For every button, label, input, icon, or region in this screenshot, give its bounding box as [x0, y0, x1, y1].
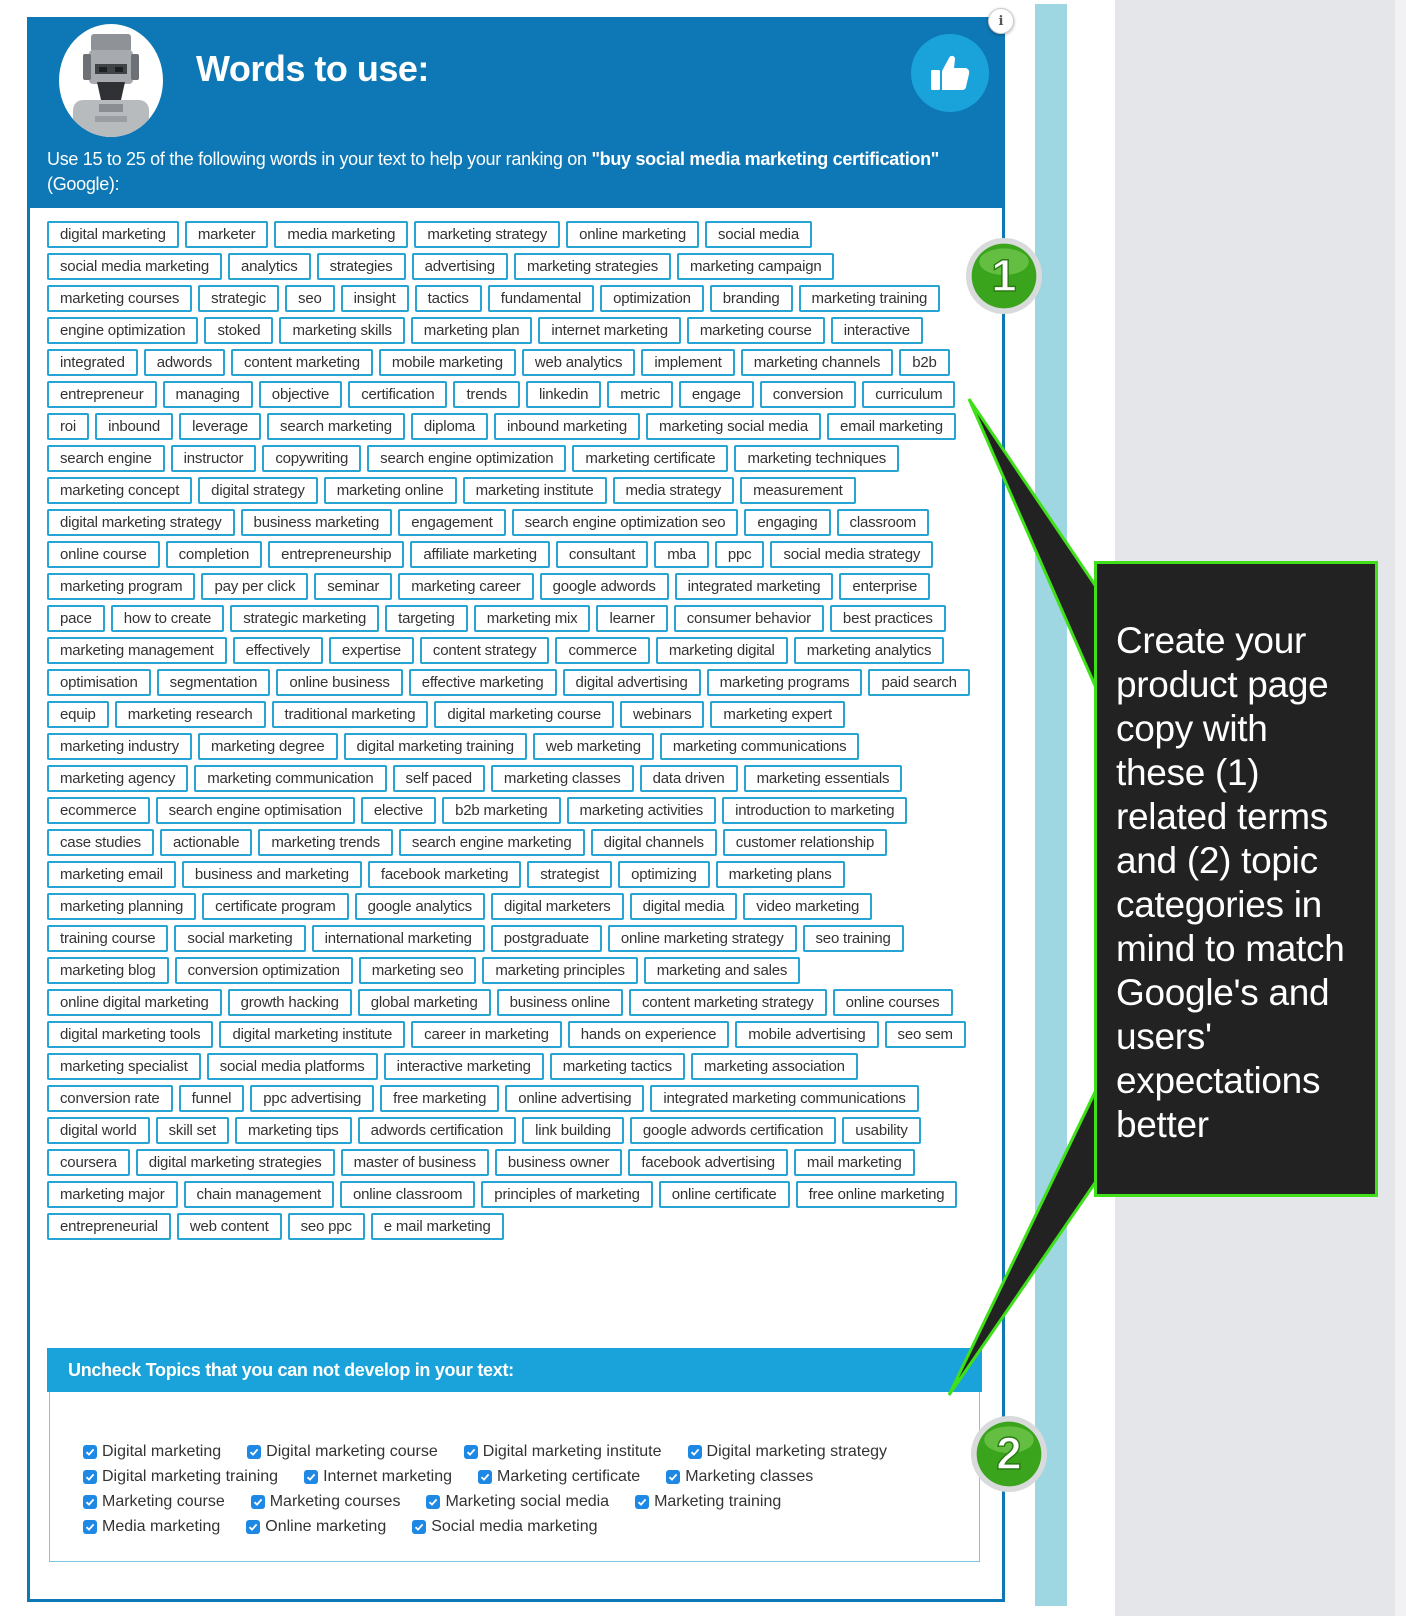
keyword-chip[interactable]: pace — [47, 605, 105, 632]
keyword-chip[interactable]: marketing and sales — [644, 957, 800, 984]
keyword-chip[interactable]: media strategy — [613, 477, 735, 504]
keyword-chip[interactable]: digital strategy — [198, 477, 318, 504]
keyword-chip[interactable]: online marketing strategy — [608, 925, 797, 952]
keyword-chip[interactable]: strategist — [527, 861, 612, 888]
keyword-chip[interactable]: ecommerce — [47, 797, 150, 824]
keyword-chip[interactable]: marketer — [185, 221, 269, 248]
keyword-chip[interactable]: marketing tactics — [550, 1053, 685, 1080]
step-1-badge — [965, 237, 1043, 315]
keyword-chip[interactable]: optimizing — [618, 861, 710, 888]
keyword-chip[interactable]: marketing course — [687, 317, 825, 344]
keyword-chip[interactable]: facebook marketing — [368, 861, 521, 888]
topic-label: Marketing certificate — [497, 1467, 641, 1485]
keyword-chip[interactable]: inbound marketing — [494, 413, 640, 440]
keyword-chip[interactable]: integrated marketing — [675, 573, 834, 600]
keyword-chip[interactable]: webinars — [620, 701, 704, 728]
keyword-chip[interactable]: insight — [341, 285, 409, 312]
keyword-chip[interactable]: elective — [361, 797, 436, 824]
topic-label: Marketing classes — [685, 1467, 814, 1485]
keyword-chip[interactable]: pay per click — [201, 573, 308, 600]
keyword-chip[interactable]: seo — [285, 285, 335, 312]
keyword-chip[interactable]: measurement — [740, 477, 856, 504]
keyword-chip[interactable]: self paced — [393, 765, 485, 792]
keyword-chip[interactable]: trends — [453, 381, 520, 408]
keyword-chip[interactable]: mobile marketing — [379, 349, 516, 376]
keyword-chip[interactable]: content marketing strategy — [629, 989, 827, 1016]
keyword-chip[interactable]: mba — [654, 541, 709, 568]
keyword-chip[interactable]: curriculum — [862, 381, 955, 408]
keyword-chip[interactable]: web content — [177, 1213, 282, 1240]
keyword-chip[interactable]: coursera — [47, 1149, 130, 1176]
keyword-chip[interactable]: free marketing — [380, 1085, 499, 1112]
keyword-chip[interactable]: marketing essentials — [744, 765, 903, 792]
keyword-chip[interactable]: marketing techniques — [734, 445, 899, 472]
page-title: Words to use: — [196, 48, 429, 89]
keyword-chip[interactable]: google analytics — [355, 893, 485, 920]
keyword-chip[interactable]: adwords — [144, 349, 225, 376]
keyword-chip[interactable]: effective marketing — [409, 669, 557, 696]
keyword-chip[interactable]: digital world — [47, 1117, 150, 1144]
keyword-chip[interactable]: marketing campaign — [677, 253, 834, 280]
keyword-chip[interactable]: usability — [842, 1117, 920, 1144]
topic-label: Digital marketing training — [102, 1467, 279, 1485]
keyword-chip[interactable]: google adwords certification — [630, 1117, 836, 1144]
keyword-chip[interactable]: business online — [497, 989, 623, 1016]
keyword-chip[interactable]: ppc — [715, 541, 765, 568]
keyword-chip[interactable]: paid search — [868, 669, 969, 696]
keyword-chip[interactable]: marketing agency — [47, 765, 188, 792]
keyword-chip[interactable]: business owner — [495, 1149, 622, 1176]
keyword-chip[interactable]: funnel — [179, 1085, 245, 1112]
keyword-chip[interactable]: b2b marketing — [442, 797, 560, 824]
keyword-chip[interactable]: leverage — [179, 413, 261, 440]
topic-label: Digital marketing course — [266, 1442, 438, 1460]
keyword-chip[interactable]: segmentation — [157, 669, 271, 696]
keyword-chip[interactable]: digital marketing strategy — [47, 509, 235, 536]
keyword-chip[interactable]: digital advertising — [563, 669, 701, 696]
keyword-chip[interactable]: online marketing — [566, 221, 699, 248]
keyword-chip[interactable]: business and marketing — [182, 861, 362, 888]
topic-label: Digital marketing strategy — [706, 1442, 888, 1460]
keyword-chip[interactable]: copywriting — [262, 445, 361, 472]
keyword-chip[interactable]: customer relationship — [723, 829, 887, 856]
keyword-chip[interactable]: marketing social media — [646, 413, 821, 440]
keyword-chip[interactable]: content strategy — [420, 637, 550, 664]
keyword-chip[interactable]: commerce — [555, 637, 649, 664]
step-2-badge — [970, 1415, 1048, 1493]
keyword-chip[interactable]: objective — [259, 381, 342, 408]
keyword-chip[interactable]: marketing channels — [741, 349, 893, 376]
keyword-chip[interactable]: seo training — [803, 925, 904, 952]
keyword-chip[interactable]: facebook advertising — [628, 1149, 788, 1176]
keyword-chip[interactable]: marketing analytics — [794, 637, 945, 664]
keyword-chip[interactable]: media marketing — [274, 221, 408, 248]
keyword-chip[interactable]: google adwords — [540, 573, 669, 600]
keyword-chip[interactable]: marketing blog — [47, 957, 169, 984]
keyword-chip[interactable]: marketing skills — [279, 317, 404, 344]
keyword-chip[interactable]: social media marketing — [47, 253, 222, 280]
keyword-chip[interactable]: link building — [522, 1117, 624, 1144]
keyword-chip[interactable]: marketing management — [47, 637, 227, 664]
keyword-chip[interactable]: digital media — [630, 893, 738, 920]
keyword-chip[interactable]: marketing mix — [474, 605, 591, 632]
keyword-chip[interactable]: search marketing — [267, 413, 405, 440]
keyword-chip[interactable]: targeting — [385, 605, 468, 632]
keyword-chip[interactable]: engage — [679, 381, 754, 408]
topic-label: Online marketing — [265, 1517, 387, 1535]
keyword-chip[interactable]: social marketing — [174, 925, 305, 952]
callout-text: Create your product page copy with these (1) related terms and (2) topic categories in mind to match Google's and users' expectations better — [1116, 620, 1345, 1145]
keyword-chip[interactable]: advertising — [412, 253, 508, 280]
keyword-chip[interactable]: ppc advertising — [250, 1085, 374, 1112]
keyword-chip[interactable]: marketing seo — [359, 957, 477, 984]
keyword-chip[interactable]: diploma — [411, 413, 488, 440]
keyword-chip[interactable]: online certificate — [659, 1181, 790, 1208]
keyword-chip[interactable]: inbound — [95, 413, 173, 440]
keyword-chip[interactable]: web analytics — [522, 349, 635, 376]
keyword-chip[interactable]: stoked — [204, 317, 273, 344]
topic-label: Media marketing — [102, 1517, 221, 1535]
topic-label: Digital marketing institute — [482, 1442, 662, 1460]
topic-label: Marketing course — [102, 1492, 225, 1510]
keyword-chip[interactable]: video marketing — [743, 893, 872, 920]
keyword-chip[interactable]: chain management — [184, 1181, 334, 1208]
keyword-chip[interactable]: digital marketing institute — [219, 1021, 405, 1048]
keyword-chip[interactable]: free online marketing — [796, 1181, 958, 1208]
keyword-chip[interactable]: master of business — [341, 1149, 489, 1176]
keyword-chip[interactable]: mobile advertising — [735, 1021, 878, 1048]
keyword-chip[interactable]: linkedin — [526, 381, 601, 408]
keyword-chip[interactable]: career in marketing — [411, 1021, 562, 1048]
keyword-chip[interactable]: marketing online — [324, 477, 457, 504]
keyword-chip[interactable]: marketing degree — [198, 733, 338, 760]
keyword-chip[interactable]: marketing programs — [707, 669, 863, 696]
keyword-chip[interactable]: email marketing — [827, 413, 956, 440]
keyword-chip[interactable]: postgraduate — [491, 925, 602, 952]
keyword-chip[interactable]: online course — [47, 541, 160, 568]
keyword-chip[interactable]: online courses — [833, 989, 953, 1016]
keyword-chip[interactable]: digital marketers — [491, 893, 624, 920]
keyword-chip[interactable]: marketing strategy — [414, 221, 560, 248]
keyword-chip[interactable]: engine optimization — [47, 317, 198, 344]
keyword-chip[interactable]: strategic marketing — [230, 605, 379, 632]
keyword-chip[interactable]: conversion rate — [47, 1085, 173, 1112]
keyword-chip[interactable]: tactics — [415, 285, 482, 312]
keyword-chip[interactable]: expertise — [329, 637, 414, 664]
keyword-chip[interactable]: training course — [47, 925, 168, 952]
keyword-chip[interactable]: online business — [276, 669, 402, 696]
keyword-chip[interactable]: enterprise — [839, 573, 930, 600]
keyword-chip[interactable]: affiliate marketing — [410, 541, 549, 568]
keyword-chip[interactable]: seo ppc — [288, 1213, 365, 1240]
keyword-chip[interactable]: seminar — [314, 573, 392, 600]
keyword-chip[interactable]: introduction to marketing — [722, 797, 907, 824]
keyword-chip[interactable]: consumer behavior — [674, 605, 824, 632]
keyword-chip[interactable]: digital channels — [591, 829, 717, 856]
keyword-chip[interactable]: branding — [710, 285, 793, 312]
keyword-chip[interactable]: managing — [163, 381, 253, 408]
keyword-chip[interactable]: growth hacking — [228, 989, 352, 1016]
keyword-chip[interactable]: marketing courses — [47, 285, 192, 312]
keyword-chip[interactable]: e mail marketing — [371, 1213, 504, 1240]
keyword-chip[interactable]: marketing career — [398, 573, 533, 600]
keyword-chip[interactable]: equip — [47, 701, 109, 728]
keyword-chip[interactable]: best practices — [830, 605, 946, 632]
keyword-chip[interactable]: adwords certification — [358, 1117, 517, 1144]
keyword-chip[interactable]: hands on experience — [568, 1021, 729, 1048]
topic-label: Marketing social media — [445, 1492, 610, 1510]
keyword-chip[interactable]: entrepreneur — [47, 381, 157, 408]
keyword-chip[interactable]: social media — [705, 221, 812, 248]
step-2-label: 2 — [996, 1428, 1022, 1480]
keyword-chip[interactable]: search engine optimisation — [156, 797, 355, 824]
keyword-chip[interactable]: conversion — [760, 381, 857, 408]
keyword-chip[interactable]: how to create — [111, 605, 224, 632]
keyword-chip[interactable]: certification — [348, 381, 447, 408]
topic-label: Marketing courses — [269, 1492, 401, 1510]
keyword-chip[interactable]: marketing trends — [258, 829, 393, 856]
keyword-chip[interactable]: online classroom — [340, 1181, 475, 1208]
keyword-chip[interactable]: marketing training — [799, 285, 941, 312]
keyword-chip[interactable]: marketing major — [47, 1181, 178, 1208]
keyword-chip[interactable]: marketing tips — [235, 1117, 352, 1144]
keyword-chip[interactable]: completion — [166, 541, 263, 568]
keyword-chip[interactable]: search engine — [47, 445, 165, 472]
keyword-chip[interactable]: strategies — [317, 253, 406, 280]
keyword-chip[interactable]: marketing email — [47, 861, 176, 888]
keyword-chip[interactable]: international marketing — [312, 925, 485, 952]
keyword-chip[interactable]: digital marketing tools — [47, 1021, 213, 1048]
keyword-chip[interactable]: actionable — [160, 829, 252, 856]
keyword-chip[interactable]: marketing concept — [47, 477, 192, 504]
keyword-chip[interactable]: marketing activities — [567, 797, 717, 824]
keyword-chip[interactable]: integrated — [47, 349, 138, 376]
keyword-chip[interactable]: social media platforms — [207, 1053, 378, 1080]
keyword-chip[interactable]: analytics — [228, 253, 311, 280]
keyword-chip[interactable]: interactive marketing — [384, 1053, 544, 1080]
keyword-chip[interactable]: seo sem — [885, 1021, 966, 1048]
keyword-chip[interactable]: instructor — [171, 445, 257, 472]
keyword-chip[interactable]: entrepreneurship — [268, 541, 404, 568]
topic-label: Social media marketing — [431, 1517, 598, 1535]
keyword-chip[interactable]: strategic — [198, 285, 279, 312]
keyword-chip[interactable]: marketing communication — [194, 765, 386, 792]
keyword-chip[interactable]: digital marketing — [47, 221, 179, 248]
keyword-chip[interactable]: optimisation — [47, 669, 151, 696]
keyword-chip[interactable]: engagement — [398, 509, 505, 536]
step-1-label: 1 — [991, 250, 1017, 302]
keyword-chip[interactable]: digital marketing training — [344, 733, 527, 760]
keyword-chip[interactable]: content marketing — [231, 349, 373, 376]
keyword-chip[interactable]: certificate program — [202, 893, 348, 920]
keyword-chip[interactable]: mail marketing — [794, 1149, 915, 1176]
keyword-chip[interactable]: consultant — [556, 541, 648, 568]
keyword-chip[interactable]: marketing association — [691, 1053, 858, 1080]
keyword-chip[interactable]: business marketing — [241, 509, 393, 536]
keyword-chip[interactable]: marketing digital — [656, 637, 788, 664]
keyword-chip[interactable]: digital marketing strategies — [136, 1149, 335, 1176]
keyword-chip[interactable]: marketing strategies — [514, 253, 671, 280]
keyword-chip[interactable]: marketing research — [115, 701, 266, 728]
keyword-chip[interactable]: marketing industry — [47, 733, 192, 760]
keyword-chip[interactable]: marketing principles — [482, 957, 637, 984]
topics-header: Uncheck Topics that you can not develop in your text: — [47, 1348, 982, 1392]
keyword-chip[interactable]: marketing communications — [660, 733, 860, 760]
keyword-chip[interactable]: search engine optimization — [367, 445, 566, 472]
keyword-chip[interactable]: entrepreneurial — [47, 1213, 171, 1240]
keyword-chip[interactable]: global marketing — [358, 989, 491, 1016]
keyword-chip[interactable]: interactive — [831, 317, 923, 344]
keyword-chip[interactable]: classroom — [837, 509, 930, 536]
keyword-chip[interactable]: principles of marketing — [481, 1181, 652, 1208]
keyword-chip[interactable]: online advertising — [505, 1085, 644, 1112]
keyword-chip[interactable]: implement — [641, 349, 734, 376]
keyword-chip[interactable]: internet marketing — [538, 317, 680, 344]
keyword-chip[interactable]: online digital marketing — [47, 989, 222, 1016]
keyword-chip[interactable]: marketing classes — [491, 765, 634, 792]
topic-label: Marketing training — [654, 1492, 782, 1510]
keyword-chip[interactable]: conversion optimization — [175, 957, 353, 984]
keyword-chip[interactable]: social media strategy — [770, 541, 933, 568]
keyword-chip[interactable]: engaging — [744, 509, 830, 536]
keyword-chip[interactable]: marketing plans — [716, 861, 845, 888]
keyword-chip[interactable]: marketing program — [47, 573, 195, 600]
keyword-chip[interactable]: fundamental — [488, 285, 594, 312]
header-description: Use 15 to 25 of the following words in your text to help your ranking on "buy social media marketing certification" (Google): — [47, 149, 940, 194]
keyword-chip[interactable]: metric — [607, 381, 673, 408]
keyword-chip[interactable]: b2b — [899, 349, 949, 376]
info-button[interactable]: i — [988, 8, 1014, 34]
keyword-chip[interactable]: data driven — [640, 765, 738, 792]
keyword-chip[interactable]: marketing expert — [710, 701, 845, 728]
topic-label: Digital marketing — [102, 1442, 222, 1460]
keyword-chip[interactable]: web marketing — [533, 733, 654, 760]
keyword-chip[interactable]: roi — [47, 413, 89, 440]
keyword-chip[interactable]: learner — [596, 605, 667, 632]
keyword-chip[interactable]: optimization — [600, 285, 704, 312]
keyword-chip[interactable]: marketing plan — [411, 317, 533, 344]
keyword-chip[interactable]: marketing institute — [463, 477, 607, 504]
keyword-chip[interactable]: search engine optimization seo — [512, 509, 739, 536]
keyword-chip[interactable]: traditional marketing — [272, 701, 429, 728]
keyword-chip[interactable]: search engine marketing — [399, 829, 585, 856]
keyword-chip[interactable]: effectively — [233, 637, 323, 664]
keyword-chip[interactable]: integrated marketing communications — [650, 1085, 918, 1112]
keyword-chip[interactable]: marketing specialist — [47, 1053, 201, 1080]
keyword-chip[interactable]: case studies — [47, 829, 154, 856]
keyword-chip[interactable]: digital marketing course — [434, 701, 614, 728]
topic-label: Internet marketing — [323, 1467, 453, 1485]
keyword-chip[interactable]: marketing certificate — [572, 445, 728, 472]
keyword-chip[interactable]: skill set — [156, 1117, 229, 1144]
keyword-chip[interactable]: marketing planning — [47, 893, 196, 920]
